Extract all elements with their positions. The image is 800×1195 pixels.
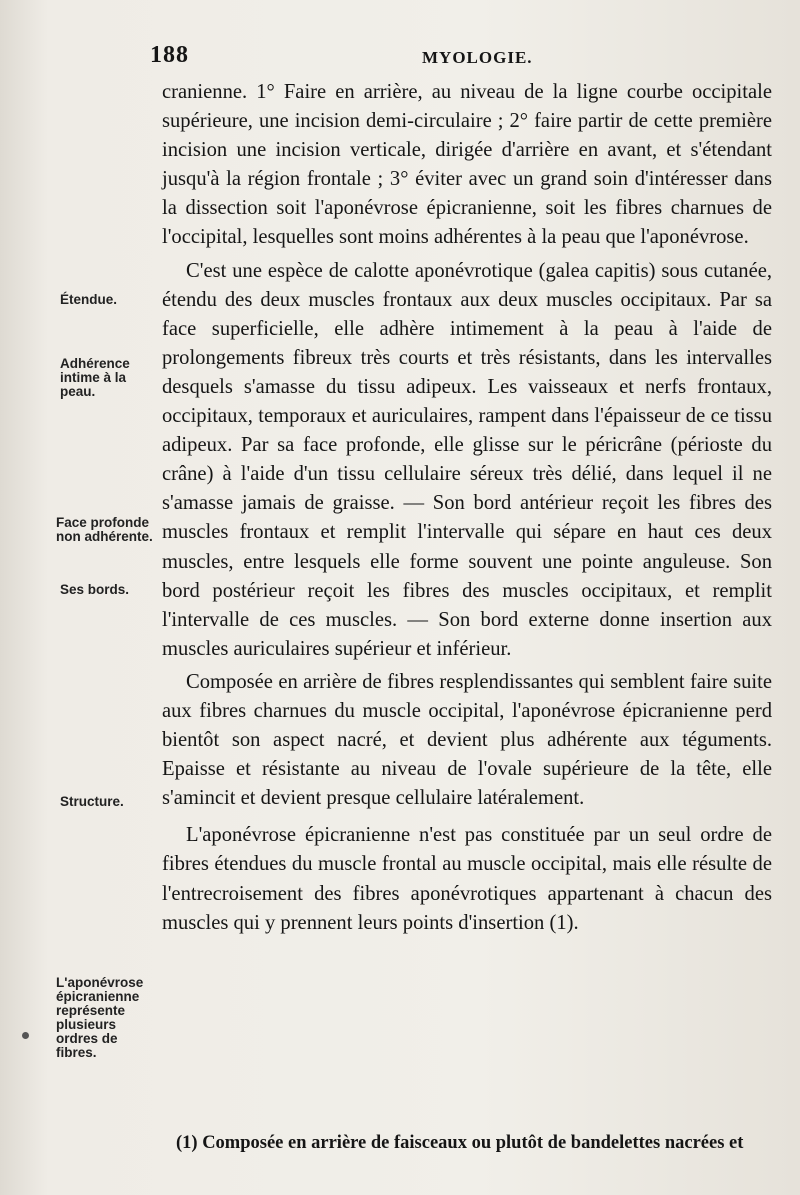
margin-notes [0,0,160,1195]
ink-spot [22,1032,29,1039]
paragraph-structure: Composée en arrière de fibres resplendissantes qui semblent faire suite aux fibres charnues du muscle occipital, l'aponévrose épicranienne perd bientôt son aspect nacré, et devient plus adhérente aux téguments. Epaisse et résistante au niveau de l'ovale supérieure de la tête, elle s'amincit et devient presque cellulaire latéralement. [162,670,772,810]
main-text [162,78,772,938]
margin-note-adherence: Adhérence intime à la peau. [60,356,130,399]
footnote: (1) Composée en arrière de faisceaux ou plutôt de bandelettes nacrées et [176,1133,744,1153]
page-number: 188 [150,42,189,68]
margin-note-bords: Ses bords. [60,582,130,597]
margin-note-etendue: Étendue. [60,292,118,307]
margin-note-aponevrose: L'aponévrose épicranienne représente plusieurs ordres de fibres. [56,975,144,1060]
margin-note-face-profonde: Face profonde non adhérente. [56,515,153,544]
paragraph-etendue: C'est une espèce de calotte aponévrotique (galea capitis) sous cutanée, étendu des deux muscles frontaux aux deux muscles occipitaux. Par sa face superficielle, elle adhère intimement à la peau à l'aide de prolongements fibreux très courts et très résistants, dans les intervalles desquels s'amasse du tissu adipeux. Les vaisseaux et nerfs frontaux, occipitaux, temporaux et auriculaires, rampent dans l'épaisseur de ce tissu adipeux. Par sa face profonde, elle glisse sur le péricrâne (périoste du crâne) à l'aide d'un tissu cellulaire séreux très délié, dans lequel il ne s'amasse jamais de graisse. — Son bord antérieur reçoit les fibres des muscles frontaux et remplit l'intervalle qui sépare en haut ces deux muscles, entre lesquels elle forme souvent une pointe anguleuse. Son bord postérieur reçoit les fibres des muscles occipitaux, et remplit l'intervalle de ces muscles. — Son bord externe donne insertion aux muscles auriculaires supérieur et inférieur. [162,259,772,660]
paragraph-dissection: cranienne. 1° Faire en arrière, au niveau de la ligne courbe occipitale supérieure, une incision demi-circulaire ; 2° faire partir de cette première incision une incision verticale, dirigée d'arrière en avant, et s'étendant jusqu'à la région frontale ; 3° éviter avec un grand soin d'intéresser dans la dissection soit l'aponévrose épicranienne, soit les fibres charnues de l'occipital, lesquelles sont moins adhérentes à la peau que l'aponévrose. [162,81,772,249]
paragraph-aponevrose: L'aponévrose épicranienne n'est pas constituée par un seul ordre de fibres étendues du muscle frontal au muscle occipital, mais elle résulte de l'entrecroisement des fibres aponévrotiques appartenant à chacun des muscles qui y prennent leurs points d'insertion (1). [162,824,772,934]
running-title: MYOLOGIE. [422,48,533,67]
page-header [148,38,708,74]
margin-note-structure: Structure. [60,794,124,809]
